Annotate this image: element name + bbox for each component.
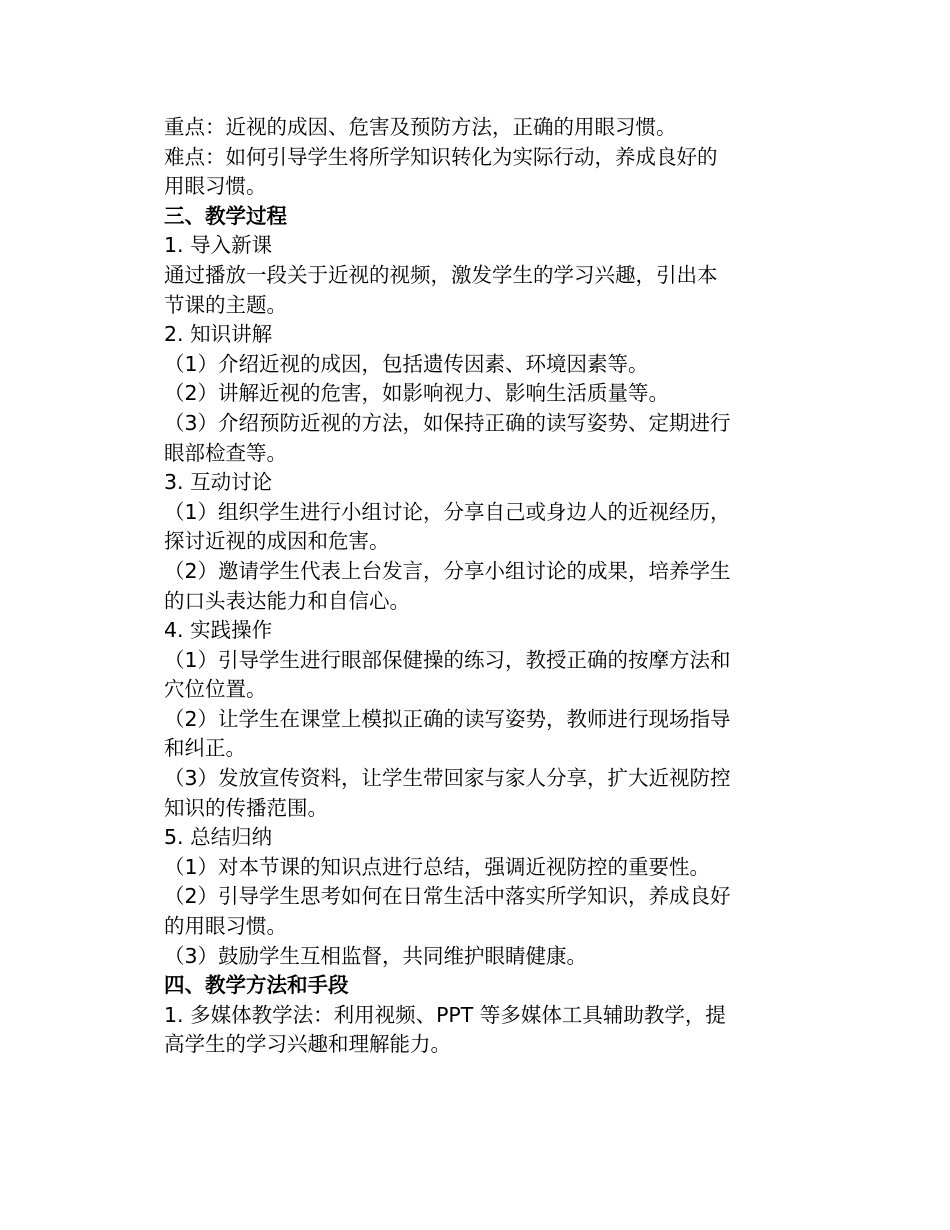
subheading-practice: 4. 实践操作 (164, 618, 273, 643)
list-item-cont: 探讨近视的成因和危害。 (164, 529, 390, 554)
list-item-cont: 的口头表达能力和自信心。 (164, 588, 410, 613)
list-item: （1）对本节课的知识点进行总结，强调近视防控的重要性。 (164, 854, 711, 879)
list-item-cont: 穴位位置。 (164, 677, 267, 702)
list-item: （2）邀请学生代表上台发言，分享小组讨论的成果，培养学生 (164, 558, 731, 583)
section-heading-teaching-process: 三、教学过程 (164, 203, 287, 228)
list-item: （1）组织学生进行小组讨论，分享自己或身边人的近视经历， (164, 499, 731, 524)
paragraph-line: 节课的主题。 (164, 292, 287, 317)
list-item: （2）讲解近视的危害，如影响视力、影响生活质量等。 (164, 381, 670, 406)
list-item-cont: 知识的传播范围。 (164, 795, 328, 820)
list-item: 1. 多媒体教学法：利用视频、PPT 等多媒体工具辅助教学，提 (164, 1002, 726, 1027)
list-item: （3）发放宣传资料，让学生带回家与家人分享，扩大近视防控 (164, 766, 731, 791)
difficult-points-line: 难点：如何引导学生将所学知识转化为实际行动，养成良好的 (164, 144, 718, 169)
paragraph-line: 通过播放一段关于近视的视频，激发学生的学习兴趣，引出本 (164, 262, 718, 287)
subheading-interactive-discussion: 3. 互动讨论 (164, 470, 273, 495)
list-item-cont: 眼部检查等。 (164, 440, 287, 465)
key-points-line: 重点：近视的成因、危害及预防方法，正确的用眼习惯。 (164, 115, 677, 139)
subheading-knowledge-explanation: 2. 知识讲解 (164, 322, 273, 347)
subheading-introduction: 1. 导入新课 (164, 233, 273, 258)
list-item: （2）让学生在课堂上模拟正确的读写姿势，教师进行现场指导 (164, 706, 731, 731)
list-item: （3）介绍预防近视的方法，如保持正确的读写姿势、定期进行 (164, 410, 731, 435)
list-item-cont: 和纠正。 (164, 736, 246, 761)
difficult-points-line-cont: 用眼习惯。 (164, 174, 267, 199)
list-item: （1）引导学生进行眼部保健操的练习，教授正确的按摩方法和 (164, 647, 731, 672)
list-item-cont: 高学生的学习兴趣和理解能力。 (164, 1032, 451, 1057)
list-item-cont: 的用眼习惯。 (164, 914, 287, 939)
list-item: （1）介绍近视的成因，包括遗传因素、环境因素等。 (164, 351, 649, 376)
document-body (164, 113, 784, 1060)
list-item: （3）鼓励学生互相监督，共同维护眼睛健康。 (164, 943, 588, 968)
subheading-summary: 5. 总结归纳 (164, 825, 273, 850)
section-heading-teaching-methods: 四、教学方法和手段 (164, 973, 349, 998)
list-item: （2）引导学生思考如何在日常生活中落实所学知识，养成良好 (164, 884, 731, 909)
